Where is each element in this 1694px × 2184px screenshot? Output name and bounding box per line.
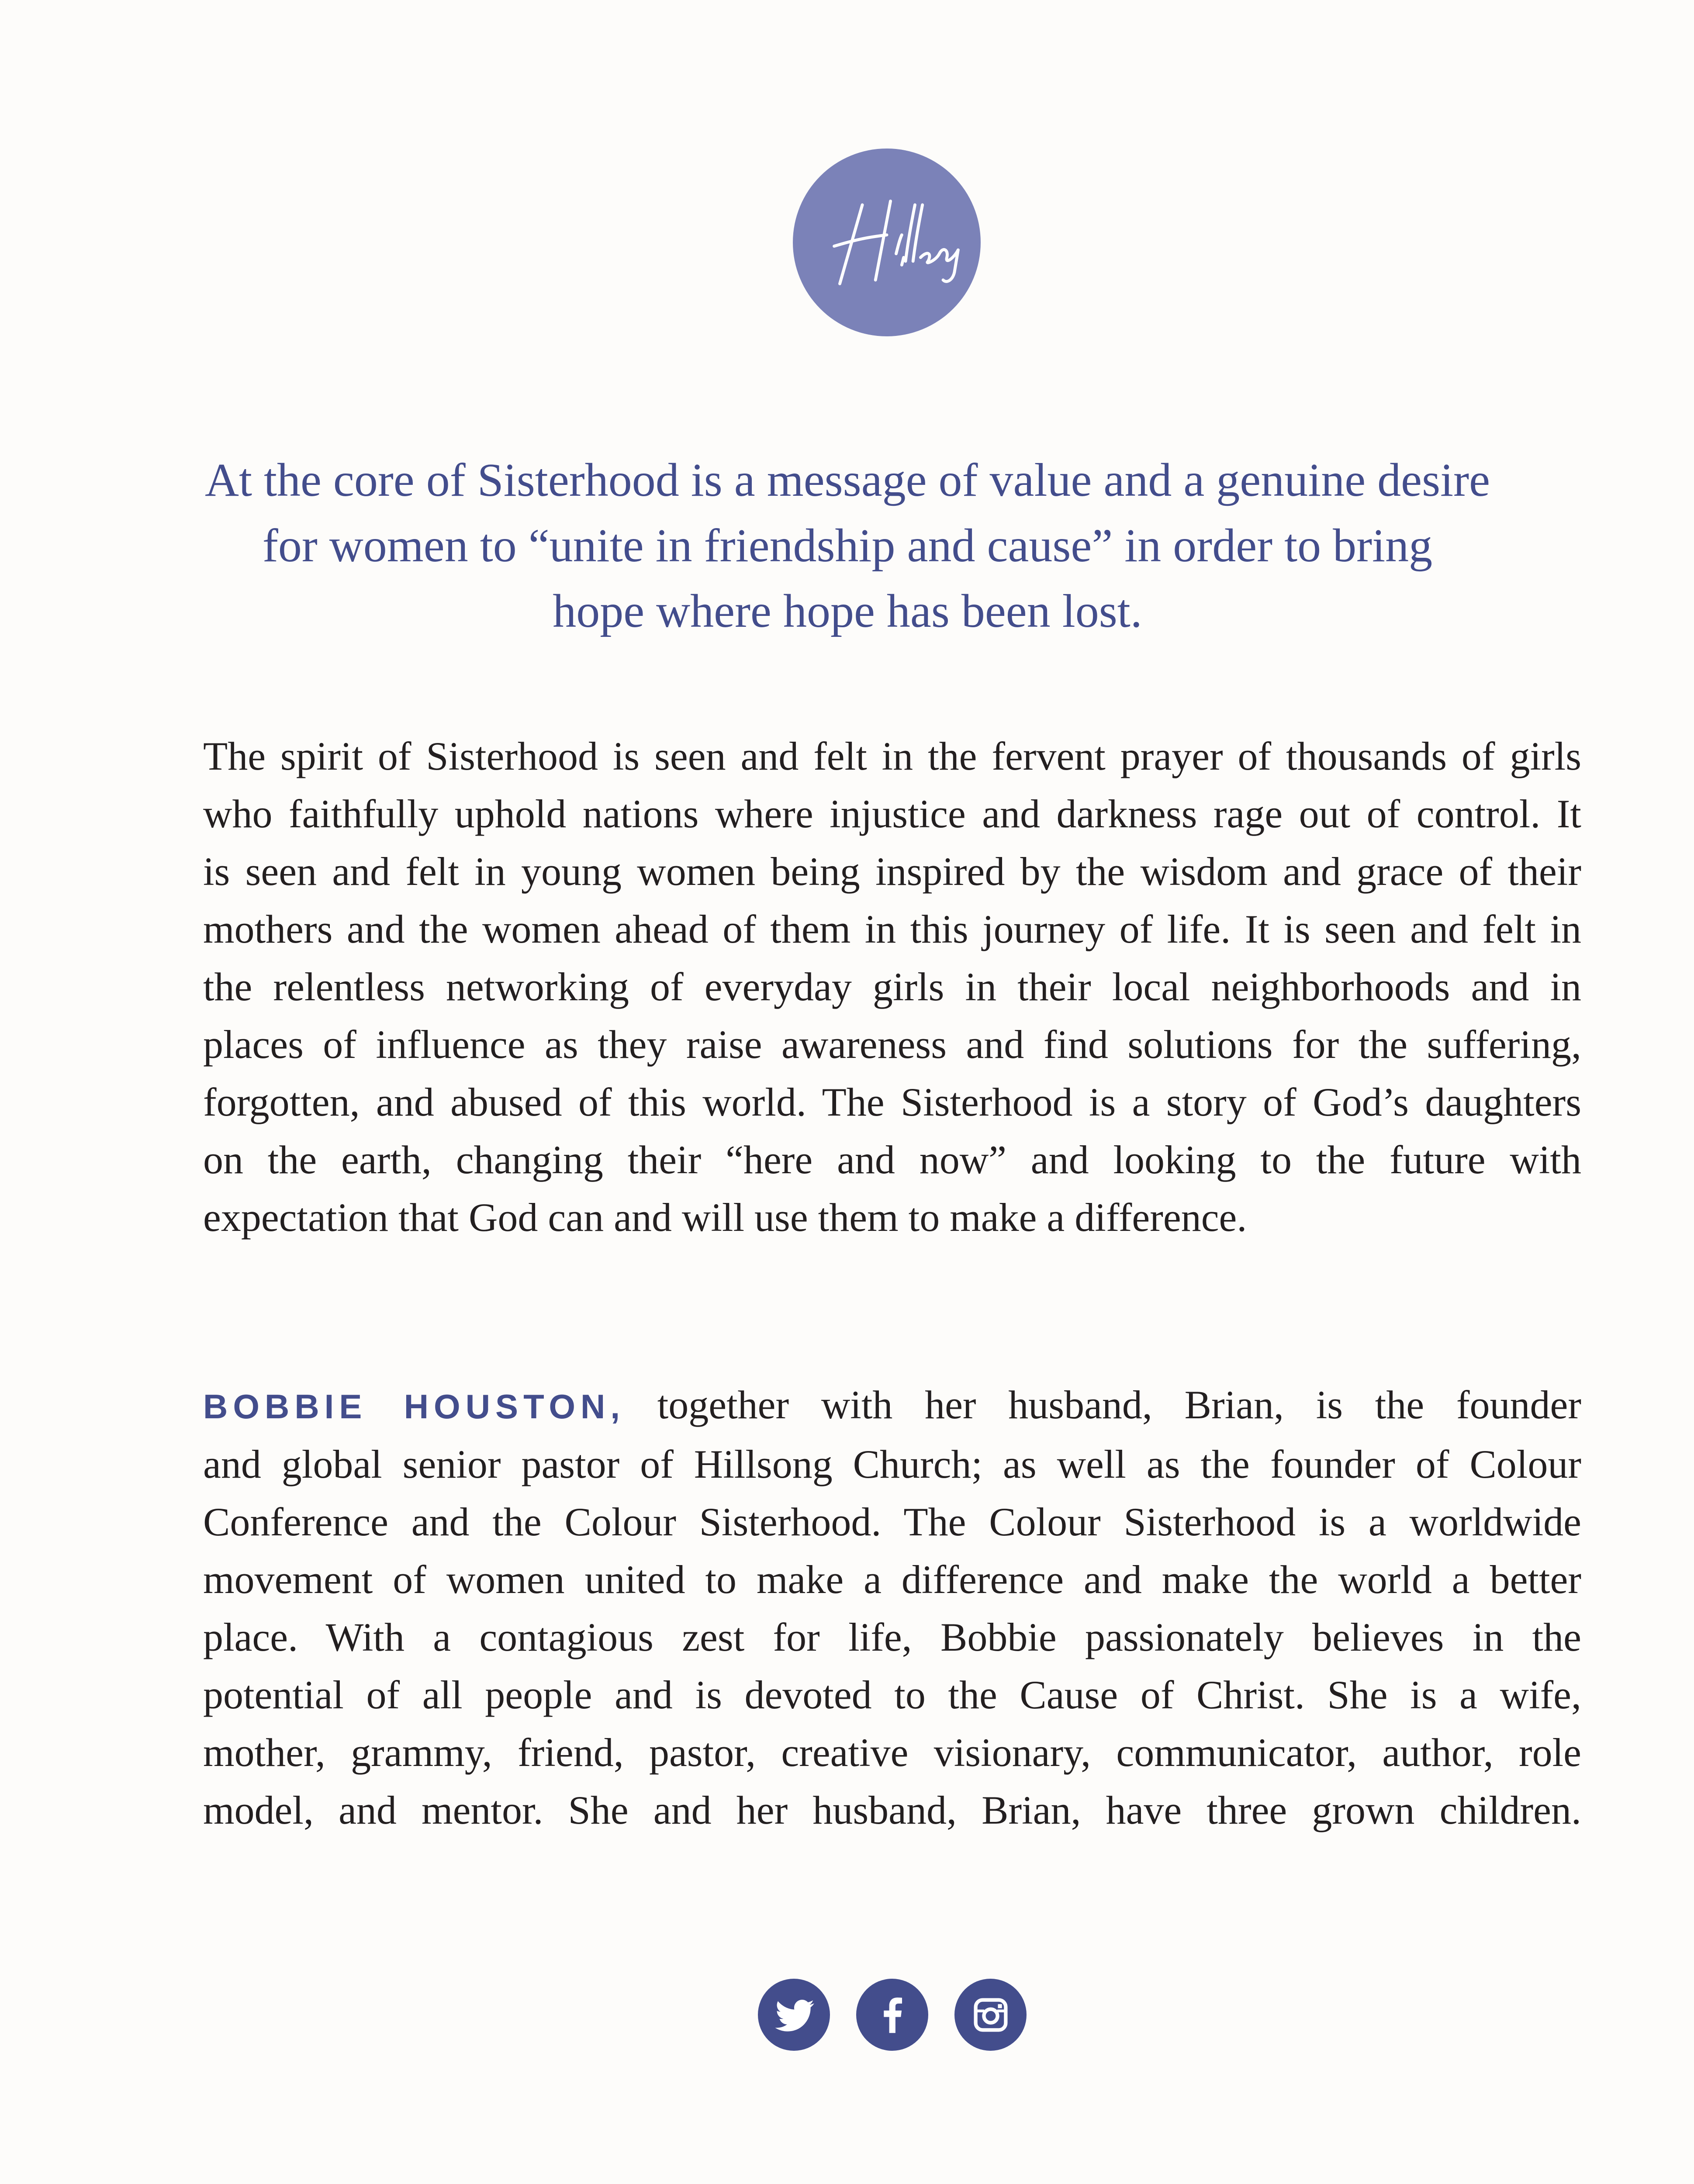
bio-line: mother, grammy, friend, pastor, creative visionary, communicator, author, role (203, 1730, 1581, 1775)
author-bio (203, 1376, 1581, 1839)
facebook-icon[interactable] (856, 1979, 928, 2051)
hillsong-logo (793, 149, 981, 336)
bio-line: potential of all people and is devoted to the Cause of Christ. She is a wife, (203, 1673, 1581, 1717)
tagline-line: hope where hope has been lost. (553, 585, 1142, 637)
tagline (183, 448, 1511, 644)
paragraph-line: the relentless networking of everyday girls in their local neighborhoods and in (203, 964, 1581, 1009)
paragraph-line: on the earth, changing their “here and now” and looking to the future with (203, 1137, 1581, 1182)
paragraph-line: The spirit of Sisterhood is seen and felt in the fervent prayer of thousands of girls (203, 734, 1581, 778)
paragraph-line: places of influence as they raise awareness and find solutions for the suffering, (203, 1022, 1581, 1067)
tagline-line: At the core of Sisterhood is a message of value and a genuine desire (204, 454, 1490, 506)
twitter-icon[interactable] (758, 1979, 830, 2051)
bio-line: and global senior pastor of Hillsong Church; as well as the founder of Colour (203, 1442, 1581, 1486)
tagline-line: for women to “unite in friendship and cause” in order to bring (262, 520, 1433, 572)
bio-line: model, and mentor. She and her husband, Brian, have three grown children. (203, 1788, 1581, 1832)
paragraph-line: expectation that God can and will use them to make a difference. (203, 1195, 1247, 1240)
spirit-paragraph (203, 727, 1581, 1246)
paragraph-line: is seen and felt in young women being inspired by the wisdom and grace of their (203, 849, 1581, 894)
bio-line: Conference and the Colour Sisterhood. The Colour Sisterhood is a worldwide (203, 1500, 1581, 1544)
instagram-icon[interactable] (954, 1979, 1027, 2051)
paragraph-line: mothers and the women ahead of them in this journey of life. It is seen and felt in (203, 907, 1581, 951)
bio-line: movement of women united to make a difference and make the world a better (203, 1557, 1581, 1602)
bio-first-line (203, 1376, 1581, 1435)
social-icons (758, 1979, 1027, 2051)
bio-first-line-text: together with her husband, Brian, is the founder (625, 1382, 1581, 1427)
author-name: BOBBIE HOUSTON, (203, 1387, 625, 1426)
paragraph-line: who faithfully uphold nations where injustice and darkness rage out of control. It (203, 791, 1581, 836)
bio-line: place. With a contagious zest for life, Bobbie passionately believes in the (203, 1615, 1581, 1659)
paragraph-line: forgotten, and abused of this world. The Sisterhood is a story of God’s daughters (203, 1080, 1581, 1124)
